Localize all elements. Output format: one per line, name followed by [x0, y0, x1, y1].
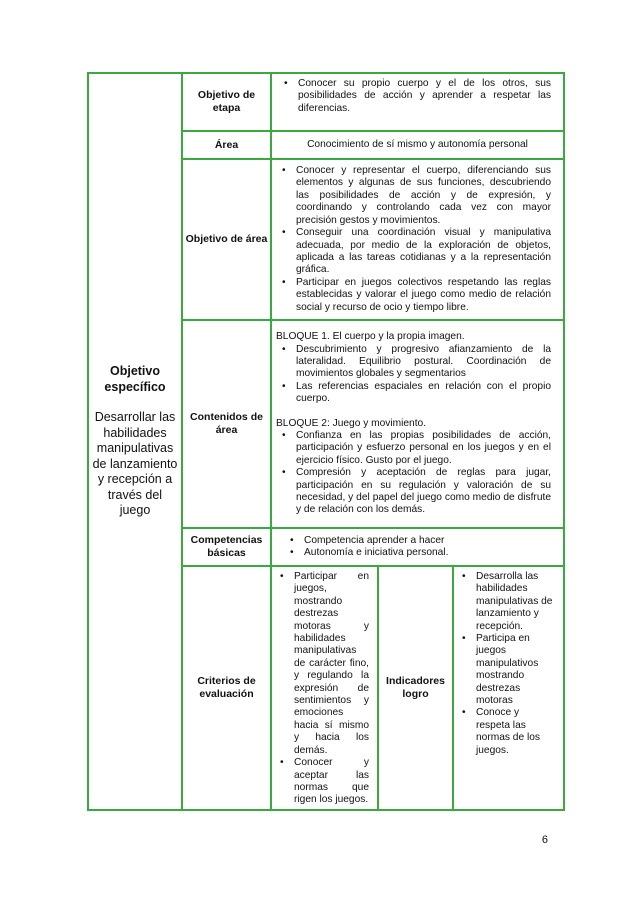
block1-title: BLOQUE 1. El cuerpo y la propia imagen.: [276, 331, 465, 343]
indicator-item: • Conoce y respeta las normas de los juegos.: [454, 707, 553, 757]
specific-objective-text: Desarrollar las habilidades manipulativas de lanzamiento y recepción a través del juego: [92, 410, 178, 518]
page-number: 6: [541, 834, 548, 846]
objetivo-area-content: [271, 159, 564, 320]
indicator-item: • Desarrolla las habilidades manipulativas de lanzamiento y recepción.: [454, 571, 553, 633]
criterios-label: Criterios de evaluación: [182, 566, 271, 810]
didactic-table: [87, 72, 565, 811]
area-label: Área: [182, 131, 271, 159]
block1-item: • Las referencias espaciales en relación con el propio cuerpo.: [274, 381, 551, 406]
objetivo-area-item: • Participar en juegos colectivos respetando las reglas establecidas y valorar el juego como medio de relación social y recurso de ocio y tiempo libre.: [274, 277, 551, 314]
criterios-item: • Conocer y aceptar las normas que rigen los juegos.: [272, 757, 369, 807]
objetivo-area-label: Objetivo de área: [182, 159, 271, 320]
criterios-item: • Participar en juegos, mostrando destrezas motoras y habilidades manipulativas de carácter fino, y regulando la expresión de sentimientos y emociones hacia sí mismo y hacia los demás.: [272, 571, 369, 757]
block1-item: • Descubrimiento y progresivo afianzamiento de la lateralidad. Equilibrio postural. Coordinación de movimientos globales y segmentarios: [274, 344, 551, 381]
block2-item: • Confianza en las propias posibilidades de acción, participación y esfuerzo personal en los juegos y en el ejercicio físico. Gusto por el juego.: [274, 430, 551, 467]
criterios-content: [272, 567, 378, 809]
competencias-content: [271, 528, 564, 566]
specific-objective-cell: [88, 73, 182, 810]
contenidos-label: Contenidos de área: [182, 320, 271, 528]
competencias-item: • Autonomía e iniciativa personal.: [282, 547, 551, 559]
objetivo-etapa-label: Objetivo de etapa: [182, 73, 271, 131]
objetivo-area-item: • Conocer y representar el cuerpo, diferenciando sus elementos y algunas de sus funciones, descubriendo las posibilidades de acción y de expresión, y coordinando y controlando cada vez con mayor precisión gestos y movimientos.: [274, 165, 551, 227]
area-value: Conocimiento de sí mismo y autonomía personal: [271, 131, 564, 159]
indicator-item: • Participa en juegos manipulativos mostrando destrezas motoras: [454, 633, 553, 707]
specific-objective-title: Objetivo específico: [104, 364, 166, 394]
indicadores-content: [453, 567, 563, 809]
criterios-cell: [271, 566, 564, 810]
indicadores-label: Indicadores logro: [378, 567, 453, 809]
block2-title: BLOQUE 2: Juego y movimiento.: [276, 417, 427, 429]
competencias-label: Competencias básicas: [182, 528, 271, 566]
block2-item: • Compresión y aceptación de reglas para jugar, participación en su regulación y valoración de su necesidad, y del papel del juego como medio de disfrute y de relación con los demás.: [274, 467, 551, 517]
contenidos-content: [271, 320, 564, 528]
objetivo-area-item: • Conseguir una coordinación visual y manipulativa adecuada, por medio de la exploración de objetos, aplicada a las tareas cotidianas y a la representación gráfica.: [274, 227, 551, 277]
competencias-item: • Competencia aprender a hacer: [282, 535, 551, 547]
objetivo-etapa-content: [271, 73, 564, 131]
objetivo-etapa-item: • Conocer su propio cuerpo y el de los otros, sus posibilidades de acción y aprender a respetar las diferencias.: [276, 78, 551, 115]
criterios-subtable: [272, 567, 563, 809]
